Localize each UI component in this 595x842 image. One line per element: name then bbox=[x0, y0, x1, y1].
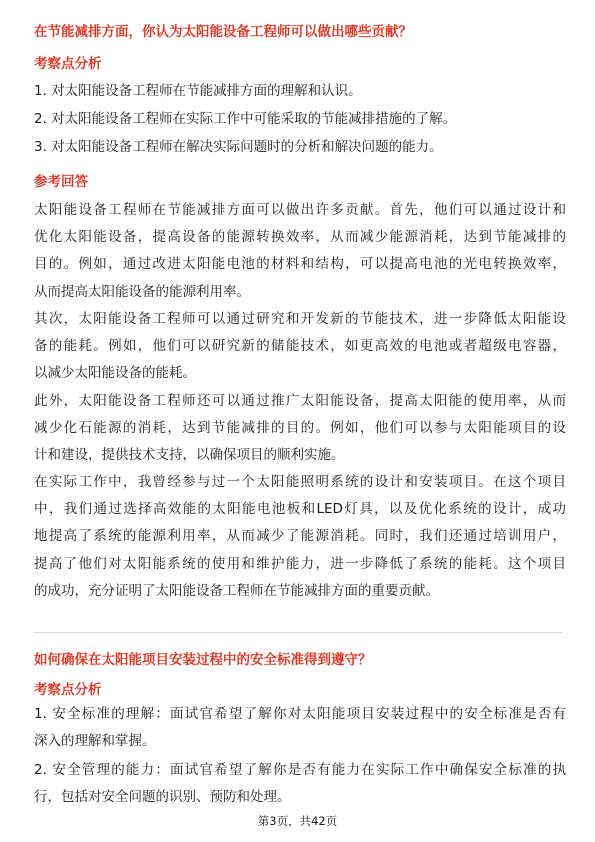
section-divider bbox=[34, 632, 562, 633]
paragraph-line: 以减少太阳能设备的能耗。 bbox=[34, 365, 196, 382]
paragraph-line: 提高了他们对太阳能系统的使用和维护能力，进一步降低了系统的能耗。这个项目 bbox=[34, 555, 566, 572]
answer-paragraph bbox=[34, 306, 566, 388]
analysis-label: 考察点分析 bbox=[34, 56, 102, 72]
analysis-point: 2. 对太阳能设备工程师在实际工作中可能采取的节能减排措施的了解。 bbox=[34, 111, 457, 127]
paragraph-line: 在实际工作中，我曾经参与过一个太阳能照明系统的设计和安装项目。在这个项目 bbox=[34, 474, 566, 490]
analysis-label: 考察点分析 bbox=[34, 682, 102, 698]
question-title: 如何确保在太阳能项目安装过程中的安全标准得到遵守？ bbox=[34, 652, 372, 668]
paragraph-line: 深入的理解和掌握。 bbox=[34, 733, 156, 750]
answer-paragraph bbox=[34, 197, 566, 306]
paragraph-line: 地提高了系统的能源利用率，从而减少了能源消耗。同时，我们还通过培训用户， bbox=[34, 528, 566, 545]
answer-label: 参考回答 bbox=[34, 174, 88, 190]
paragraph-line: 行，包括对安全问题的识别、预防和处理。 bbox=[34, 789, 291, 806]
paragraph-line: 中，我们通过选择高效能的太阳能电池板和LED灯具，以及优化系统的设计，成功 bbox=[34, 501, 566, 518]
answer-paragraph bbox=[34, 388, 566, 470]
paragraph-line: 目的。例如，通过改进太阳能电池的材料和结构，可以提高电池的光电转换效率， bbox=[34, 256, 566, 273]
analysis-point: 1. 对太阳能设备工程师在节能减排方面的理解和认识。 bbox=[34, 83, 362, 99]
analysis-point bbox=[34, 701, 566, 755]
page-number: 第3页，共42页 bbox=[257, 814, 338, 828]
answer-paragraph bbox=[34, 469, 566, 605]
paragraph-line: 计和建设，提供技术支持，以确保项目的顺利实施。 bbox=[34, 447, 345, 464]
paragraph-line: 其次，太阳能设备工程师可以通过研究和开发新的节能技术，进一步降低太阳能设 bbox=[34, 311, 566, 327]
paragraph-line: 此外，太阳能设备工程师还可以通过推广太阳能设备，提高太阳能的使用率，从而 bbox=[34, 393, 566, 409]
analysis-point bbox=[34, 757, 566, 811]
paragraph-line: 从而提高太阳能设备的能源利用率。 bbox=[34, 283, 250, 300]
paragraph-line: 优化太阳能设备，提高设备的能源转换效率，从而减少能源消耗，达到节能减排的 bbox=[34, 229, 566, 246]
paragraph-line: 减少化石能源的消耗，达到节能减排的目的。例如，他们可以参与太阳能项目的设 bbox=[34, 420, 566, 437]
paragraph-line: 备的能耗。例如，他们可以研究新的储能技术，如更高效的电池或者超级电容器， bbox=[34, 338, 566, 355]
paragraph-line: 2. 安全管理的能力：面试官希望了解你是否有能力在实际工作中确保安全标准的执 bbox=[34, 762, 566, 778]
question-title: 在节能减排方面，你认为太阳能设备工程师可以做出哪些贡献？ bbox=[34, 24, 412, 40]
paragraph-line: 太阳能设备工程师在节能减排方面可以做出许多贡献。首先，他们可以通过设计和 bbox=[34, 202, 566, 218]
paragraph-line: 1. 安全标准的理解：面试官希望了解你对太阳能项目安装过程中的安全标准是否有 bbox=[34, 706, 566, 722]
analysis-point: 3. 对太阳能设备工程师在解决实际问题时的分析和解决问题的能力。 bbox=[34, 139, 443, 155]
paragraph-line: 的成功，充分证明了太阳能设备工程师在节能减排方面的重要贡献。 bbox=[34, 582, 439, 599]
